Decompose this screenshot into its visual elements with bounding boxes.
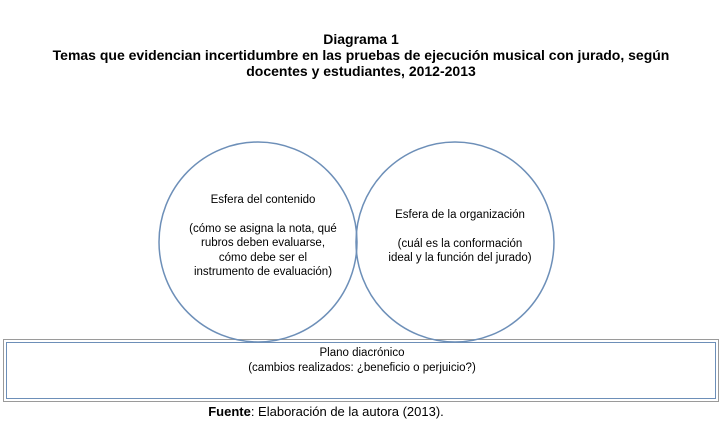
content-sphere-line: cómo debe ser el [218, 251, 308, 264]
content-sphere-text [178, 193, 348, 280]
figure-title: Temas que evidencian incertidumbre en las pruebas de ejecución musical con jurado, según docentes y estudiantes, 2012-2013 [52, 47, 670, 79]
figure-label: Diagrama 1 [323, 31, 399, 47]
source-note [0, 404, 652, 420]
diachronic-plane-heading: Plano diacrónico [319, 347, 405, 359]
content-sphere-line: instrumento de evaluación) [193, 266, 333, 278]
content-sphere-heading: Esfera del contenido [210, 194, 316, 206]
organization-sphere-line: (cuál es la conformación [397, 237, 523, 250]
source-text: : Elaboración de la autora (2013). [250, 404, 444, 419]
organization-sphere-text [368, 208, 552, 266]
diachronic-plane-text [4, 346, 720, 375]
source-label: Fuente [208, 404, 251, 419]
diachronic-plane-subtext: (cambios realizados: ¿beneficio o perjuicio?) [248, 361, 476, 374]
organization-sphere-heading: Esfera de la organización [395, 209, 525, 221]
organization-sphere-line: ideal y la función del jurado) [388, 252, 532, 264]
content-sphere-line: (cómo se asigna la nota, qué [189, 222, 337, 235]
content-sphere-line: rubros deben evaluarse, [200, 237, 326, 249]
